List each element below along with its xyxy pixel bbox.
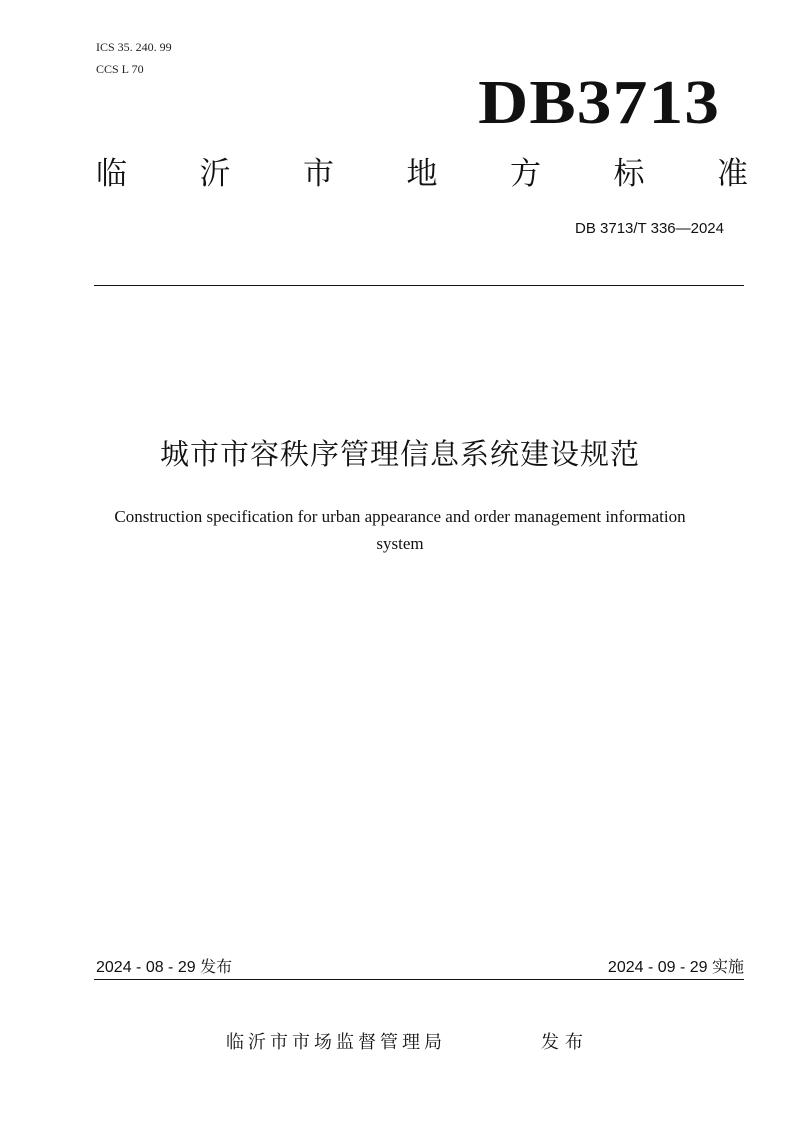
standard-type-char: 临 bbox=[96, 156, 127, 192]
bottom-divider bbox=[94, 979, 744, 980]
publish-label: 发布 bbox=[541, 1032, 589, 1053]
ics-code: ICS 35. 240. 99 bbox=[96, 40, 172, 54]
publisher-name: 临沂市市场监督管理局 bbox=[226, 1032, 446, 1053]
standard-type-heading bbox=[96, 154, 748, 194]
standard-type-char: 地 bbox=[406, 156, 438, 192]
standard-type-char: 沂 bbox=[199, 156, 231, 192]
standard-number: DB 3713/T 336—2024 bbox=[575, 220, 724, 237]
implementation-date: 2024 - 09 - 29 实施 bbox=[607, 959, 744, 976]
document-title-zh: 城市市容秩序管理信息系统建设规范 bbox=[159, 437, 640, 471]
top-divider bbox=[94, 285, 744, 286]
issue-date: 2024 - 08 - 29 发布 bbox=[96, 959, 233, 976]
title-en-line-2: system bbox=[376, 534, 424, 553]
standard-type-char: 准 bbox=[717, 156, 748, 192]
db-logo: DB3713 bbox=[477, 69, 720, 137]
standard-type-char: 市 bbox=[303, 156, 334, 192]
document-title-en bbox=[80, 503, 720, 557]
standard-type-char: 标 bbox=[613, 156, 645, 192]
ccs-code: CCS L 70 bbox=[96, 62, 144, 76]
standard-type-char: 方 bbox=[510, 156, 541, 192]
title-en-line-1: Construction specification for urban appearance and order management information bbox=[114, 507, 686, 526]
